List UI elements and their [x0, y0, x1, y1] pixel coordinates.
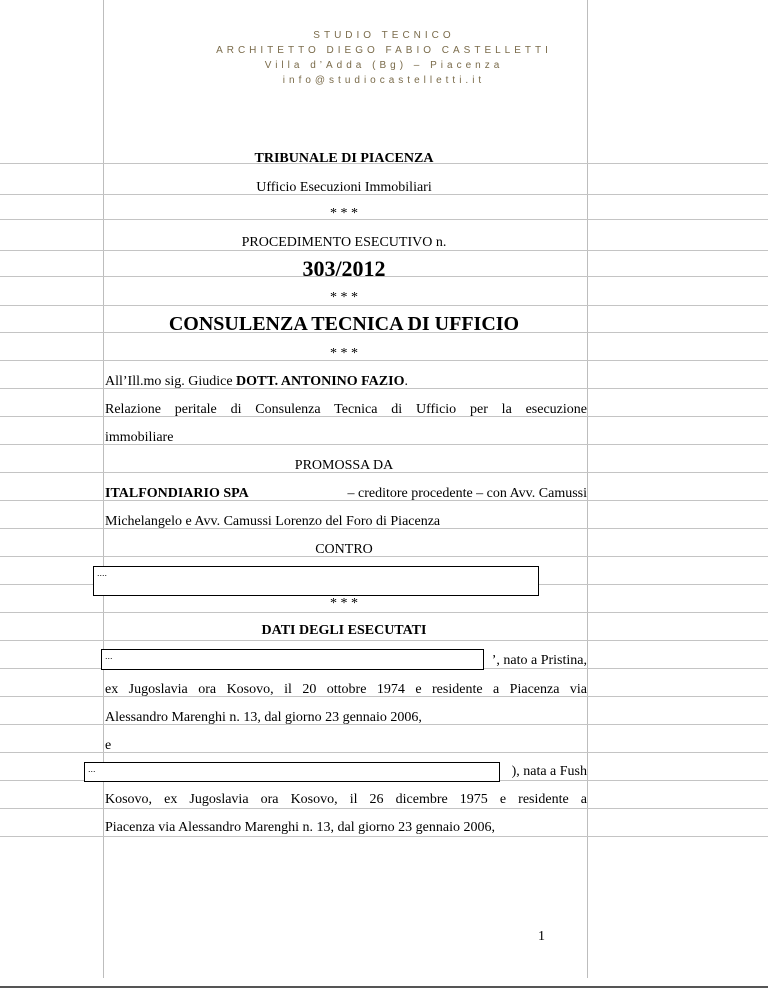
- separator: * * *: [330, 206, 358, 221]
- separator: * * *: [330, 346, 358, 361]
- intro-line-1: Relazione peritale di Consulenza Tecnica di Ufficio per la esecuzione: [105, 402, 587, 417]
- creditor-line-2: Michelangelo e Avv. Camussi Lorenzo del Foro di Piacenza: [105, 514, 441, 529]
- letterhead-location: Villa d’Adda (Bg) – Piacenza: [264, 60, 504, 71]
- letterhead-email: info@studiocastelletti.it: [282, 75, 486, 86]
- margin-line-left: [103, 0, 104, 978]
- redaction-box: ...: [101, 649, 484, 670]
- debtor2-line-2: Kosovo, ex Jugoslavia ora Kosovo, il 26 dicembre 1975 e residente a: [105, 792, 587, 807]
- promossa-label: PROMOSSA DA: [294, 458, 394, 473]
- separator: * * *: [330, 290, 358, 305]
- debtor1-line-3: Alessandro Marenghi n. 13, dal giorno 23 gennaio 2006,: [105, 710, 422, 725]
- court-office: Ufficio Esecuzioni Immobiliari: [256, 180, 432, 195]
- debtor2-line-3: Piacenza via Alessandro Marenghi n. 13, dal giorno 23 gennaio 2006,: [105, 820, 495, 835]
- judge-line: [105, 374, 587, 390]
- letterhead-studio: STUDIO TECNICO: [313, 30, 455, 41]
- procedure-number: 303/2012: [302, 256, 386, 281]
- conjunction: e: [105, 738, 112, 753]
- contro-label: CONTRO: [315, 542, 373, 557]
- debtor1-line-2: ex Jugoslavia ora Kosovo, il 20 ottobre 1974 e residente a Piacenza via: [105, 682, 587, 697]
- judge-prefix: All’Ill.mo sig. Giudice: [105, 374, 237, 389]
- creditor-line-1: [105, 486, 587, 502]
- rule-line: [0, 836, 768, 837]
- court-name: TRIBUNALE DI PIACENZA: [254, 151, 434, 166]
- redaction-box: ....: [93, 566, 539, 596]
- letterhead-architect: ARCHITETTO DIEGO FABIO CASTELLETTI: [216, 45, 552, 56]
- judge-suffix: .: [404, 374, 408, 389]
- rule-line: [0, 612, 768, 613]
- rule-line: [0, 640, 768, 641]
- debtors-heading: DATI DEGLI ESECUTATI: [261, 623, 427, 638]
- procedure-label: PROCEDIMENTO ESECUTIVO n.: [241, 235, 447, 250]
- separator: * * *: [330, 596, 358, 611]
- debtor1-line-1-tail: ’, nato a Pristina,: [491, 653, 587, 668]
- rule-line: [0, 808, 768, 809]
- page-number: 1: [538, 929, 545, 944]
- judge-name: DOTT. ANTONINO FAZIO: [236, 374, 405, 389]
- document-title: CONSULENZA TECNICA DI UFFICIO: [168, 313, 520, 335]
- intro-line-2: immobiliare: [105, 430, 174, 445]
- creditor-name: ITALFONDIARIO SPA: [105, 486, 249, 501]
- bottom-rule: [0, 986, 768, 988]
- debtor2-line-1-tail: ), nata a Fush: [511, 764, 587, 779]
- margin-line-right: [587, 0, 588, 978]
- creditor-details: – creditore procedente – con Avv. Camussi: [347, 486, 587, 501]
- redaction-box: ...: [84, 762, 500, 782]
